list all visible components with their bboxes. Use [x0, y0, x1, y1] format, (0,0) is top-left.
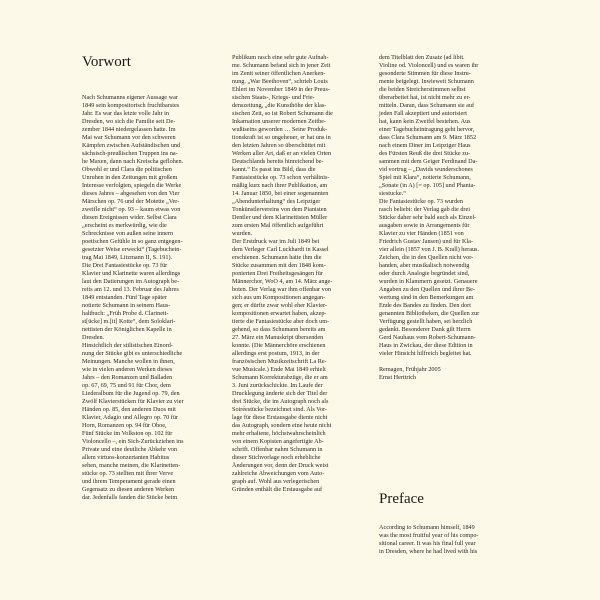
text-line: ponierten Drei Freiheitsgesängen für: [232, 270, 323, 277]
text-line: Soiréestücke bezeichnet sind. Als Vor-: [232, 406, 328, 413]
text-line: wie in vielen anderen Werken dieses: [82, 366, 173, 373]
text-line: Interesse verfolgten, spiegeln die Werke: [82, 182, 182, 189]
text-line: haltbuch: „Früh Probe d. Clarinett-: [82, 310, 169, 317]
text-line: Ernst Herttrich: [379, 374, 416, 381]
text-line: vid vortrug – „Davids wunderschones: [379, 166, 473, 173]
text-line: zum ersten Mal öffentlich aufgeführt: [232, 222, 324, 229]
text-line: Ende des Bandes zu finden. Den dort: [379, 302, 471, 309]
text-line: mäßig kurz nach ihrer Publikation, am: [232, 182, 328, 189]
text-line: den letzten Jahren so überschüttet mit: [232, 142, 326, 149]
text-line: mitteln. Daran, dass Schumann sie auf: [379, 102, 475, 109]
text-line: Dentler und dem Klarinettisten Müller: [232, 214, 328, 221]
text-line: sehen, manche meinen, die Klarinetten-: [82, 462, 181, 469]
text-line: drei Stücke, die im Autograph noch als: [232, 398, 329, 405]
text-line: siestucke.“: [379, 190, 406, 197]
text-line: Deutschlands bereits hinreichend be-: [232, 158, 324, 165]
text-line: Violoncello –, ein Sich-Zurückziehen ins: [82, 438, 184, 445]
text-line: Schumann Korrekturabzüge, die er am: [232, 374, 328, 381]
text-line: dieser Stichvorlage noch erhebliche: [232, 454, 321, 461]
text-line: vier allein (1857 von J. B. Krall) heraus.: [379, 246, 480, 253]
text-line: Gerd Nauhaus vom Robert-Schumann-: [379, 334, 476, 341]
text-line: Liederalbum für die Jugend op. 79, den: [82, 390, 180, 397]
text-line: sich aus um Kompositionen angegan-: [232, 294, 326, 301]
text-line: oder durch Analogie begründet sind,: [379, 270, 470, 277]
text-line: Haus in Zwickau, der diese Edition in: [379, 342, 473, 349]
text-line: lage für diese Erstausgabe diente nicht: [232, 414, 328, 421]
text-line: Ehlert im November 1849 in der Preus-: [232, 86, 330, 93]
text-line: nach einem Diner im Leipziger Haus: [379, 142, 471, 149]
text-line: gesonderte Stimmen für diese Instru-: [379, 70, 471, 77]
text-line: Jahr. Es war das letzte volle Jahr in: [82, 110, 169, 117]
text-line: allerdings erst postum, 1913, in der: [232, 350, 320, 357]
text-line: Kämpfen zwischen Aufständischen und: [82, 142, 181, 149]
text-line: ausgaben sowie in Arrangements für: [379, 222, 470, 229]
text-line: nung der Stücke gibt es unterschiedliche: [82, 350, 183, 357]
text-line: im Zenit seiner öffentlichen Anerken-: [232, 70, 326, 77]
text-line: nung. „War Beethoven“, schrieb Louis: [232, 78, 328, 85]
text-line: Spiel mit Klara“, notierte Schumann,: [379, 174, 471, 181]
text-line: mente beigelegt. Inwieweit Schumann: [379, 78, 474, 85]
text-line: Hinsichtlich der stilistischen Einord-: [82, 342, 173, 349]
text-line: Zwölf Klavierstücken für Klavier zu vier: [82, 398, 184, 405]
text-line: Unruhen in den Zeitungen mit großem: [82, 174, 178, 181]
text-line: gedankt. Besonderer Dank gilt Herrn: [379, 326, 471, 333]
text-line: dass Clara Schumann am 9. März 1852: [379, 134, 477, 141]
text-line: zember 1844 niedergelassen hatte. Im: [82, 126, 176, 133]
text-line: Mai war Schumann vor den schweren: [82, 134, 176, 141]
text-line: sischen Staats-, Kriegs- und Frie-: [232, 94, 315, 101]
text-line: Die Fantasiestücke op. 73 wurden: [379, 198, 464, 205]
text-line: Horn, Romanzen op. 94 für Oboe,: [82, 422, 167, 429]
text-line: Dresden.: [82, 334, 105, 341]
text-line: Schrecknisse von außen seine innern: [82, 230, 174, 237]
text-line: Friedrich Gustav Jansen) und für Kla-: [379, 238, 473, 245]
text-line: Private und eine deutliche Abkehr von: [82, 446, 178, 453]
text-line: Stücke zusammen mit den 1848 kom-: [232, 262, 326, 269]
text-line: „Sonate (in A) [= op. 105] und Phanta-: [379, 182, 476, 189]
text-line: Gründen enthält die Erstausgabe auf: [232, 486, 323, 493]
text-line: Fantasiestücke op. 73 schon verhältnis-: [232, 174, 330, 181]
text-line: Obwohl er und Clara die politischen: [82, 166, 172, 173]
text-line: schrift. Offenbar nahm Schumann in: [232, 446, 323, 453]
text-line: poetischen Gefühle in so ganz entgegen-: [82, 238, 183, 245]
text-line: sammen mit dem Geiger Ferdinand Da-: [379, 158, 478, 165]
text-line: sischen Zeit, so ist Robert Schumann die: [232, 110, 333, 117]
text-line: Drucklegung änderte sich der Titel der: [232, 390, 328, 397]
text-line: 14. Januar 1850, bei einer sogenannten: [232, 190, 329, 197]
text-line: und ihrem Temperament gerade einen: [82, 478, 176, 485]
text-line: wurden in Klammern gesetzt. Genauere: [379, 278, 478, 285]
text-line: erschienen. Schumann hatte ihm die: [232, 254, 322, 261]
text-line: das Autograph, sondern eine heute nicht: [232, 422, 332, 429]
text-line: Remagen, Frühjahr 2005: [379, 366, 441, 373]
text-line: sitional career. It was his final full year: [379, 540, 476, 547]
text-line: Der Erstdruck war im Juli 1849 bei: [232, 238, 320, 245]
vorwort-heading: Vorwort: [82, 54, 131, 70]
text-line: wertung sind in den Bemerkungen am: [379, 294, 474, 301]
text-line: hat, kann kein Zweifel bestehen. Aus: [379, 118, 471, 125]
text-line: genannten Bibliotheken, die Quellen zur: [379, 310, 480, 317]
text-line: des Fürsten Reuß die drei Stücke zu-: [379, 150, 471, 157]
text-line: tionskraft ist so ungeheuer, er hat uns in: [232, 134, 331, 141]
text-line: dem Verleger Carl Luckhardt in Kassel: [232, 246, 329, 253]
text-line: jeden Fall akzeptiert und autorisiert: [379, 110, 467, 117]
text-line: kannt.“ Es passt ins Bild, dass die: [232, 166, 316, 173]
text-line: überarbeitet hat, ist nicht mehr zu er-: [379, 94, 471, 101]
text-line: sächsisch-preußischen Truppen ins na-: [82, 150, 178, 157]
text-line: Verfügung gestellt haben, sei herzlich: [379, 318, 473, 325]
text-line: Publikum rasch eine sehr gute Aufnah-: [232, 54, 329, 61]
text-line: trag Mai 1849, Litzmann II, S. 191).: [82, 254, 173, 261]
text-line: vue Musicale.) Ende Mai 1849 erhielt: [232, 366, 326, 373]
text-line: Zeichen, die in den Quellen nicht vor-: [379, 254, 474, 261]
text-line: Klavier zu vier Händen (1851 von: [379, 230, 464, 237]
text-line: Meinungen. Manche wollen in ihnen,: [82, 358, 175, 365]
text-line: me. Schumann befand sich in jener Zeit: [232, 62, 331, 69]
text-line: einer Tagebucheintragung geht hervor,: [379, 126, 475, 133]
text-line: Gegensatz zu diesen anderen Werken: [82, 486, 175, 493]
text-line: Klavier und Klarinette waren allerdings: [82, 270, 181, 277]
text-line: Angaben zu den Quellen und ihrer Be-: [379, 286, 475, 293]
text-line: diesen Ereignissen wider. Selbst Clara: [82, 214, 177, 221]
text-line: zahlreiche Abweichungen vom Auto-: [232, 470, 325, 477]
text-line: notierte Schumann in seinem Haus-: [82, 302, 171, 309]
text-line: According to Schumann himself, 1849: [379, 524, 475, 531]
text-line: Märschen op. 76 und der Motette „Ver-: [82, 198, 180, 205]
text-line: Tonkünstlervereins von dem Pianisten: [232, 206, 327, 213]
text-line: graph auf. Wohl aus verlegerischen: [232, 478, 320, 485]
text-line: Violine od. Violoncell) und es waren ihr: [379, 62, 479, 69]
text-line: laut den Datierungen im Autograph be-: [82, 278, 180, 285]
text-line: 1849 sein kompositorisch fruchtbarstes: [82, 102, 180, 109]
text-line: dar. Jedenfalls fanden die Stücke beim: [82, 494, 178, 501]
text-line: kompositionen erwartet haben, akzep-: [232, 310, 327, 317]
text-line: „Abendunterhaltung“ des Leipziger: [232, 198, 321, 205]
text-line: allem virtuos-konzertanten Habitus: [82, 454, 170, 461]
text-line: Männerchor, WoO 4, am 14. März ange-: [232, 278, 333, 285]
text-line: Dresden, wo sich die Familie seit De-: [82, 118, 176, 125]
text-line: he Maxen, dann nach Kreischa geflohen.: [82, 158, 184, 165]
text-line: dieses Jahres – abgesehen von den Vier: [82, 190, 180, 197]
text-line: reits am 12. und 13. Februar des Jahres: [82, 286, 179, 293]
text-line: Die Drei Fantasiestücke op. 73 für: [82, 262, 168, 269]
text-line: Jahrs – den Romanzen und Balladen: [82, 374, 173, 381]
text-line: gehend, so dass Schumann bereits am: [232, 326, 326, 333]
text-line: die beiden Streicherstimmen selbst: [379, 86, 466, 93]
text-line: „erscheint es merkwürdig, wie die: [82, 222, 167, 229]
text-line: vieler Hinsicht hilfreich begleitet hat.: [379, 350, 472, 357]
text-line: tierte die Fantasiestücke aber doch um-: [232, 318, 330, 325]
text-line: von einem Kopisten angefertigte Ab-: [232, 438, 324, 445]
text-line: Klavier, Adagio und Allegro op. 70 für: [82, 414, 178, 421]
text-line: denszeitung, „die Kunsthöhe der klas-: [232, 102, 327, 109]
text-line: Nach Schumanns eigener Aussage war: [82, 94, 178, 101]
text-line: konnte. (Die Männerchöre erschienen: [232, 342, 326, 349]
text-line: st[ücke] m.[it] Kotte“, dem Soloklari-: [82, 318, 176, 325]
text-line: Händen op. 85, den anderen Duos mit: [82, 406, 176, 413]
text-line: Fünf Stücke im Volkston op. 102 für: [82, 430, 173, 437]
text-line: mehr erhaltene, höchstwahrscheinlich: [232, 430, 326, 437]
preface-heading: Preface: [379, 491, 424, 507]
text-line: rasch beliebt: der Verlag gab die drei: [379, 206, 470, 213]
text-line: französischen Musikzeitschrift La Re-: [232, 358, 327, 365]
text-line: gen; er dürfte zwar wohl eher Klavier-: [232, 302, 328, 309]
text-line: dem Titelblatt den Zusatz (ad libit.: [379, 54, 465, 61]
text-line: wurden.: [232, 230, 253, 237]
text-line: boten. Der Verlag war ihm offenbar von: [232, 286, 331, 293]
text-line: 1849 entstanden. Fünf Tage später: [82, 294, 167, 301]
text-line: handen, aber musikalisch notwendig: [379, 262, 470, 269]
text-line: Inkarnation unserer modernen Zeitbe-: [232, 118, 326, 125]
text-line: Änderungen vor, denn der Druck weist: [232, 462, 329, 469]
text-line: nettisten der Königlichen Kapelle in: [82, 326, 172, 333]
text-line: Werken aller Art, daß er an vielen Orten: [232, 150, 332, 157]
text-line: 3. Juni zurückschickte. Im Laufe der: [232, 382, 323, 389]
text-line: was the most fruitful year of his compo-: [379, 532, 479, 539]
text-line: 27. März ein Manuskript übersenden: [232, 334, 324, 341]
text-line: stücke op. 73 stellten mit ihrer Verve: [82, 470, 174, 477]
text-line: op. 67, 69, 75 und 91 für Chor, dem: [82, 382, 171, 389]
text-line: in Dresden, where he had lived with his: [379, 548, 478, 555]
text-line: gesetzter Weise erweckt“ (Tagebuchein-: [82, 246, 182, 253]
text-line: wußtseins geworden … Seine Produk-: [232, 126, 328, 133]
text-line: zweifle nicht“ op. 93 – kaum etwas von: [82, 206, 181, 213]
text-line: Stücke daher sehr bald auch als Einzel-: [379, 214, 477, 221]
